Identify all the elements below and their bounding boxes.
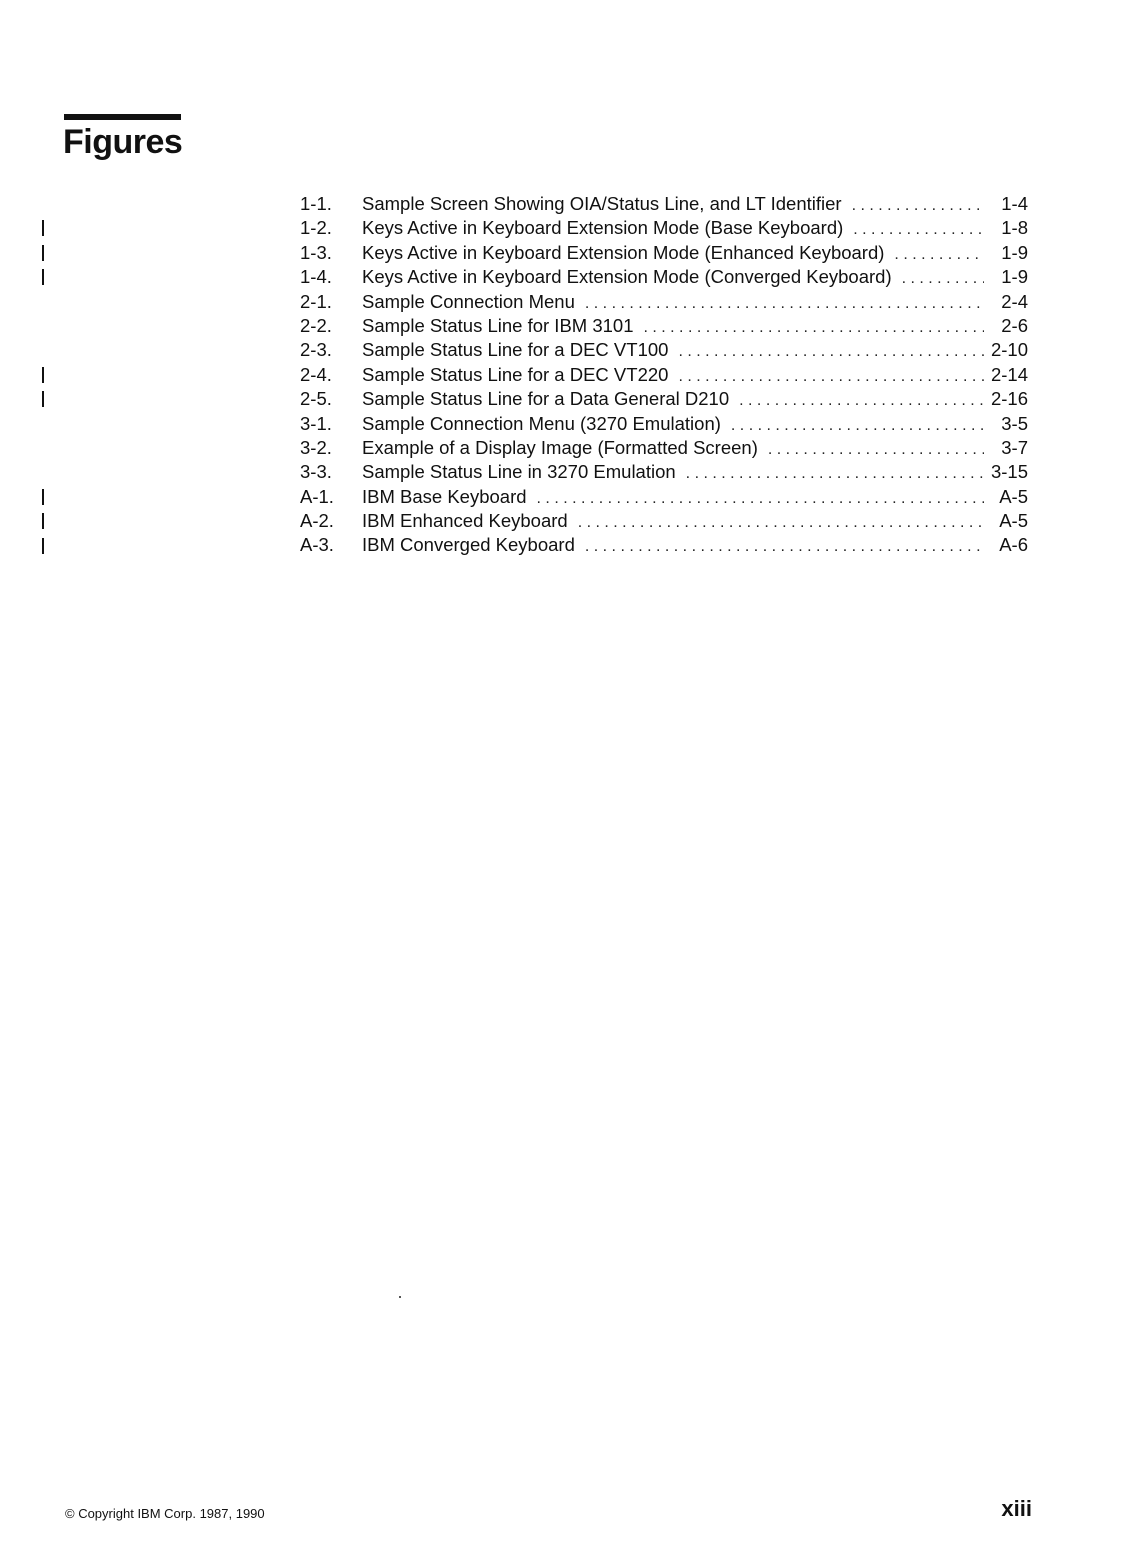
figure-number: 2-4. — [300, 363, 332, 385]
figure-page-ref: 3-15 — [990, 461, 1028, 483]
dot-leader — [643, 316, 984, 340]
figure-caption-group — [362, 412, 984, 438]
revision-bar — [42, 489, 44, 505]
figure-page-ref: 1-9 — [1001, 241, 1028, 263]
figure-caption-group — [362, 338, 984, 364]
figure-entry[interactable] — [300, 412, 1028, 436]
figure-caption-group — [362, 290, 984, 316]
figure-caption-group — [362, 436, 984, 462]
figure-number: 2-1. — [300, 290, 332, 312]
copyright-notice: © Copyright IBM Corp. 1987, 1990 — [65, 1506, 265, 1521]
dot-leader — [768, 438, 984, 462]
dot-leader — [852, 194, 984, 218]
figure-entry[interactable] — [300, 533, 1028, 557]
figure-number: 3-3. — [300, 461, 332, 483]
revision-bar — [42, 538, 44, 554]
figure-caption-group — [362, 460, 984, 486]
figure-page-ref: 3-7 — [1001, 436, 1028, 458]
figure-entry[interactable] — [300, 509, 1028, 533]
dot-leader — [686, 462, 984, 486]
figure-caption: Keys Active in Keyboard Extension Mode (Converged Keyboard) — [362, 266, 892, 288]
figure-caption: Sample Status Line for a DEC VT100 — [362, 339, 669, 361]
figure-page-ref: 2-16 — [990, 388, 1028, 410]
revision-bar — [42, 269, 44, 285]
page-number: xiii — [1001, 1496, 1032, 1521]
figure-number: 1-3. — [300, 241, 332, 263]
dot-leader — [678, 340, 984, 364]
figure-entry[interactable] — [300, 338, 1028, 362]
figure-number: A-3. — [300, 534, 334, 556]
figure-caption: Sample Status Line for a Data General D210 — [362, 388, 730, 410]
scan-speck — [399, 1296, 401, 1298]
figure-caption: Keys Active in Keyboard Extension Mode (Enhanced Keyboard) — [362, 241, 885, 263]
figure-entry[interactable] — [300, 387, 1028, 411]
revision-bar — [42, 513, 44, 529]
figure-caption: Sample Connection Menu — [362, 290, 575, 312]
figure-number: A-2. — [300, 510, 334, 532]
figures-list — [300, 192, 1028, 558]
figure-caption: Sample Status Line for a DEC VT220 — [362, 363, 669, 385]
dot-leader — [894, 243, 984, 267]
figure-entry[interactable] — [300, 192, 1028, 216]
figure-number: 1-2. — [300, 217, 332, 239]
figure-page-ref: 2-6 — [1001, 314, 1028, 336]
figure-caption: IBM Base Keyboard — [362, 485, 527, 507]
figure-caption-group — [362, 485, 984, 511]
figure-page-ref: 2-10 — [990, 339, 1028, 361]
figure-entry[interactable] — [300, 216, 1028, 240]
figure-caption-group — [362, 387, 984, 413]
figure-caption: Keys Active in Keyboard Extension Mode (Base Keyboard) — [362, 217, 844, 239]
revision-bar — [42, 367, 44, 383]
figure-entry[interactable] — [300, 363, 1028, 387]
figure-page-ref: A-5 — [999, 510, 1028, 532]
figure-page-ref: 3-5 — [1001, 412, 1028, 434]
figure-caption-group — [362, 241, 984, 267]
figure-page-ref: 1-4 — [1001, 193, 1028, 214]
figure-entry[interactable] — [300, 314, 1028, 338]
revision-bar — [42, 245, 44, 261]
revision-bar — [42, 220, 44, 236]
figure-entry[interactable] — [300, 241, 1028, 265]
figure-entry[interactable] — [300, 460, 1028, 484]
figure-number: 1-4. — [300, 266, 332, 288]
figure-page-ref: 2-14 — [990, 363, 1028, 385]
figure-caption: Sample Status Line in 3270 Emulation — [362, 461, 676, 483]
figure-page-ref: 1-9 — [1001, 266, 1028, 288]
figure-caption: Sample Screen Showing OIA/Status Line, and LT Identifier — [362, 193, 842, 214]
dot-leader — [585, 292, 984, 316]
figure-caption-group — [362, 192, 984, 218]
figure-caption: Sample Status Line for IBM 3101 — [362, 314, 634, 336]
revision-bar — [42, 391, 44, 407]
dot-leader — [902, 267, 984, 291]
page-title: Figures — [63, 123, 183, 161]
dot-leader — [853, 218, 984, 242]
figure-caption: IBM Converged Keyboard — [362, 534, 575, 556]
figure-number: 3-2. — [300, 436, 332, 458]
figure-caption-group — [362, 509, 984, 535]
figure-entry[interactable] — [300, 265, 1028, 289]
figure-entry[interactable] — [300, 485, 1028, 509]
figure-entry[interactable] — [300, 436, 1028, 460]
figure-caption-group — [362, 363, 984, 389]
figure-caption-group — [362, 314, 984, 340]
dot-leader — [537, 487, 984, 511]
figure-page-ref: 2-4 — [1001, 290, 1028, 312]
figure-entry[interactable] — [300, 290, 1028, 314]
figure-number: A-1. — [300, 485, 334, 507]
dot-leader — [678, 365, 984, 389]
figure-number: 3-1. — [300, 412, 332, 434]
figure-page-ref: A-6 — [999, 534, 1028, 556]
figure-page-ref: 1-8 — [1001, 217, 1028, 239]
dot-leader — [585, 535, 984, 559]
figure-caption-group — [362, 216, 984, 242]
figure-number: 2-5. — [300, 388, 332, 410]
figure-number: 2-3. — [300, 339, 332, 361]
figure-page-ref: A-5 — [999, 485, 1028, 507]
dot-leader — [731, 414, 984, 438]
figure-caption: Sample Connection Menu (3270 Emulation) — [362, 412, 721, 434]
figure-number: 1-1. — [300, 193, 332, 214]
figure-number: 2-2. — [300, 314, 332, 336]
dot-leader — [578, 511, 984, 535]
figure-caption: Example of a Display Image (Formatted Screen) — [362, 436, 758, 458]
figure-caption: IBM Enhanced Keyboard — [362, 510, 568, 532]
figure-caption-group — [362, 533, 984, 559]
dot-leader — [739, 389, 984, 413]
figure-caption-group — [362, 265, 984, 291]
